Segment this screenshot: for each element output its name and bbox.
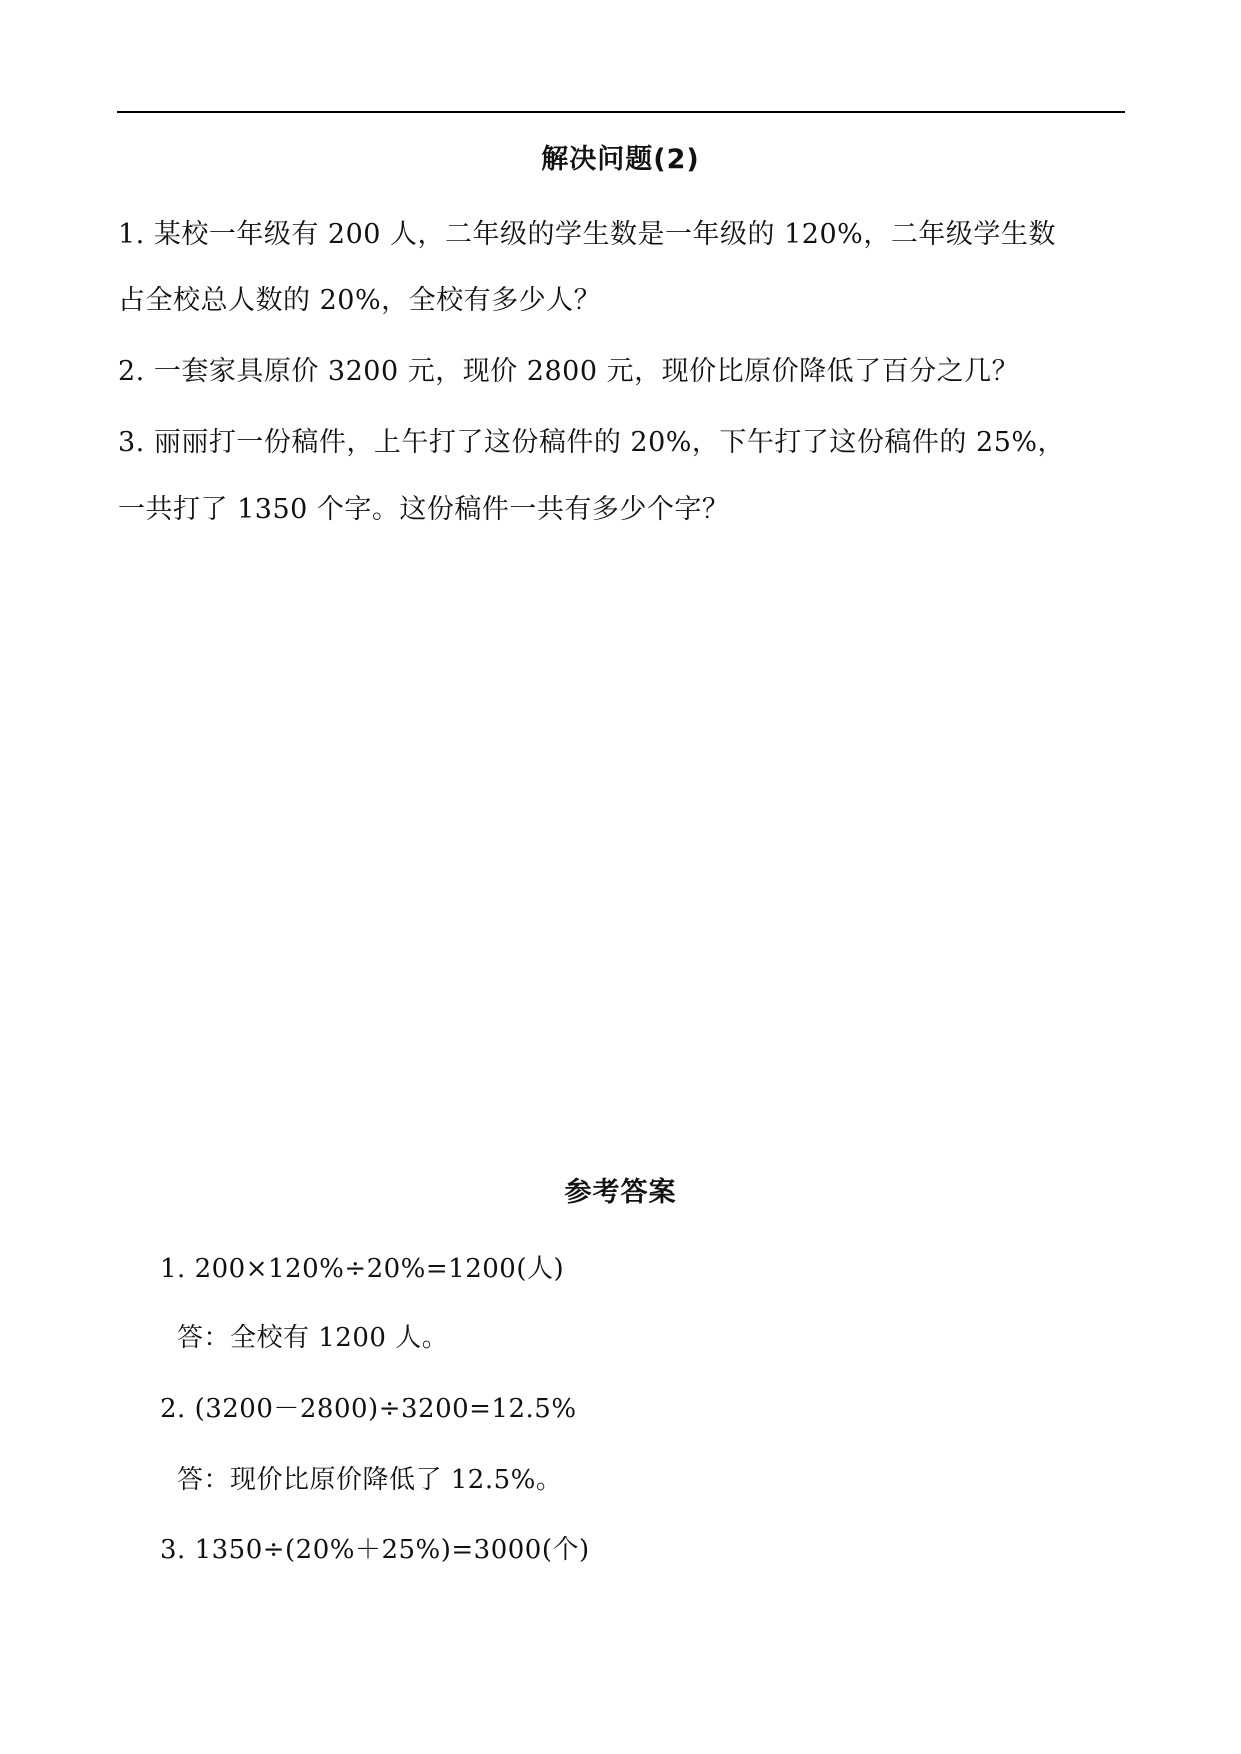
question-3-line-1: 3. 丽丽打一份稿件，上午打了这份稿件的 20%，下午打了这份稿件的 25%， (118, 427, 1066, 458)
answers-title: 参考答案 (564, 1177, 677, 1208)
answer-2-solution: 2. (3200－2800)÷3200=12.5% (160, 1394, 577, 1424)
answer-2-statement: 答：现价比原价降低了 12.5%。 (177, 1465, 563, 1495)
question-2-line-1: 2. 一套家具原价 3200 元，现价 2800 元，现价比原价降低了百分之几？ (118, 356, 1020, 387)
answer-1-solution: 1. 200×120%÷20%=1200(人) (160, 1254, 565, 1284)
question-1-line-1: 1. 某校一年级有 200 人，二年级的学生数是一年级的 120%，二年级学生数 (118, 219, 1056, 250)
question-1-line-2: 占全校总人数的 20%，全校有多少人？ (118, 285, 602, 316)
worksheet-title: 解决问题(2) (541, 144, 700, 175)
answer-3-solution: 3. 1350÷(20%＋25%)=3000(个) (160, 1535, 590, 1565)
answer-1-statement: 答：全校有 1200 人。 (177, 1323, 449, 1353)
header-divider (117, 111, 1125, 113)
question-3-line-2: 一共打了 1350 个字。这份稿件一共有多少个字？ (118, 494, 730, 525)
